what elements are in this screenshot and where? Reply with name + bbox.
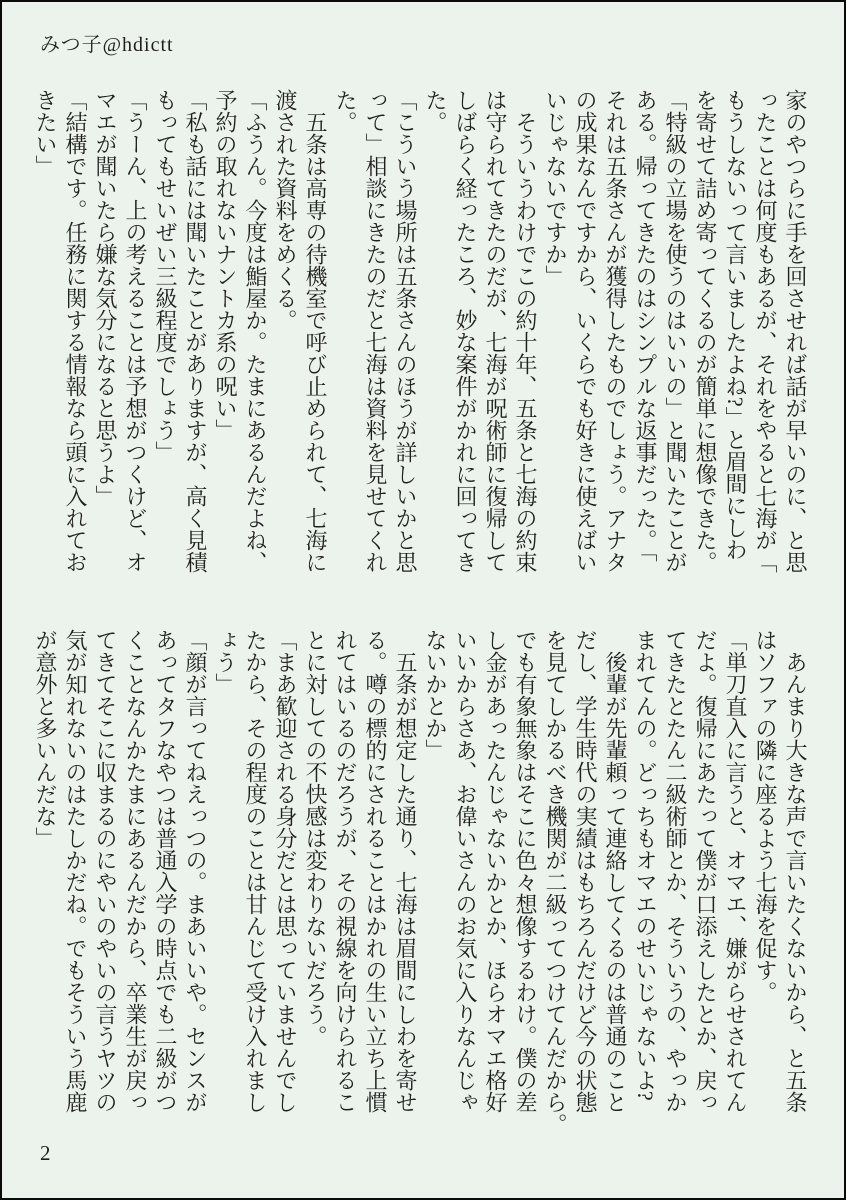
text-column: それは五条さんが獲得したものでしょう。アナタ [603, 89, 628, 573]
text-column: もうしないって言いましたよね?」と眉間にしわ [723, 89, 748, 561]
text-column: 五条は高専の待機室で呼び止められて、七海に [303, 89, 328, 573]
text-column: 「こういう場所は五条さんのほうが詳しいかと思 [393, 89, 418, 573]
text-column: まれてんの。どっちもオマエのせいじゃないよ? [633, 629, 658, 1101]
text-column: いいからさあ、お偉いさんのお気に入りなんじゃ [453, 629, 478, 1113]
text-column: 予約の取れないナントカ系の呪い」 [213, 89, 238, 441]
text-column: ないかとか」 [423, 629, 448, 761]
text-column: たから、その程度のことは甘んじて受け入れまし [243, 629, 268, 1113]
text-column: しばらく経ったころ、妙な案件がかれに回ってき [453, 89, 478, 573]
text-column: が意外と多いんだな」 [33, 629, 58, 849]
text-column: 家のやつらに手を回させれば話が早いのに、と思 [783, 89, 808, 573]
text-column: てきてそこに収まるのにやいのやいの言うヤツの [93, 629, 118, 1113]
text-column: 渡された資料をめくる。 [273, 89, 298, 331]
text-column: 「特級の立場を使うのはいいの」と聞いたことが [663, 89, 688, 573]
text-block-top [30, 89, 810, 603]
text-column: って」相談にきたのだと七海は資料を見せてくれ [363, 89, 388, 573]
text-column: そういうわけでこの約十年、五条と七海の約束 [513, 89, 538, 573]
text-column: 「単刀直入に言うと、オマエ、嫌がらせされてん [723, 629, 748, 1113]
text-column: でも有象無象はそこに色々想像するわけ。僕の差 [513, 629, 538, 1113]
text-column: 「うーん、上の考えることは予想がつくけど、オ [123, 89, 148, 573]
text-column: はソファの隣に座るよう七海を促す。 [753, 629, 778, 1003]
page-number: 2 [40, 1141, 51, 1165]
text-column: を見てしかるべき機関が二級ってつけてんだから。 [543, 629, 568, 1135]
text-column: れてはいるのだろうが、その視線を向けられるこ [333, 629, 358, 1113]
text-column: 五条が想定した通り、七海は眉間にしわを寄せ [393, 629, 418, 1113]
text-column: もってもせいぜい三級程度でしょう」 [153, 89, 178, 463]
text-column: てきたとたん二級術師とか、そういうの、やっか [663, 629, 688, 1113]
text-column: 「私も話には聞いたことがありますが、高く見積 [183, 89, 208, 573]
text-column: マエが聞いたら嫌な気分になると思うよ」 [93, 89, 118, 507]
text-column: だし、学生時代の実績はもちろんだけど今の状態 [573, 629, 598, 1113]
text-column: ょう」 [213, 629, 238, 695]
text-column: くことなんかたまにあるんだから、卒業生が戻っ [123, 629, 148, 1113]
text-column: 「ふうん。今度は鮨屋か。たまにあるんだよね、 [243, 89, 268, 573]
text-column: は守られてきたのだが、七海が呪術師に復帰して [483, 89, 508, 573]
text-column: あってタフなやつは普通入学の時点でも二級がつ [153, 629, 178, 1113]
text-column: を寄せて詰め寄ってくるのが簡単に想像できた。 [693, 89, 718, 573]
author-credit: みつ子@hdictt [40, 34, 174, 56]
text-column: あんまり大きな声で言いたくないから、と五条 [783, 629, 808, 1113]
text-block-bottom [30, 629, 810, 1143]
text-column: 「まあ歓迎される身分だとは思っていませんでし [273, 629, 298, 1113]
text-column: 「結構です。任務に関する情報なら頭に入れてお [63, 89, 88, 573]
text-column: 気が知れないのはたしかだね。でもそういう馬鹿 [63, 629, 88, 1113]
text-column: ある。帰ってきたのはシンプルな返事だった。「 [633, 89, 658, 562]
text-column: きたい」 [33, 89, 58, 177]
text-column: ったことは何度もあるが、それをやると七海が「 [753, 89, 778, 573]
text-column: いじゃないですか」 [543, 89, 568, 287]
text-column: た。 [423, 89, 448, 133]
text-column: の成果なんですから、いくらでも好きに使えばい [573, 89, 598, 573]
text-column: る。噂の標的にされることはかれの生い立ち上慣 [363, 629, 388, 1113]
text-column: 後輩が先輩頼って連絡してくるのは普通のこと [603, 629, 628, 1113]
text-column: 「顔が言ってねえっつの。まあいいや。センスが [183, 629, 208, 1113]
text-column: とに対しての不快感は変わりないだろう。 [303, 629, 328, 1047]
text-column: し金があったんじゃないかとか、ほらオマエ格好 [483, 629, 508, 1113]
text-column: だよ。復帰にあたって僕が口添えしたとか、戻っ [693, 629, 718, 1113]
text-column: た。 [333, 89, 358, 133]
